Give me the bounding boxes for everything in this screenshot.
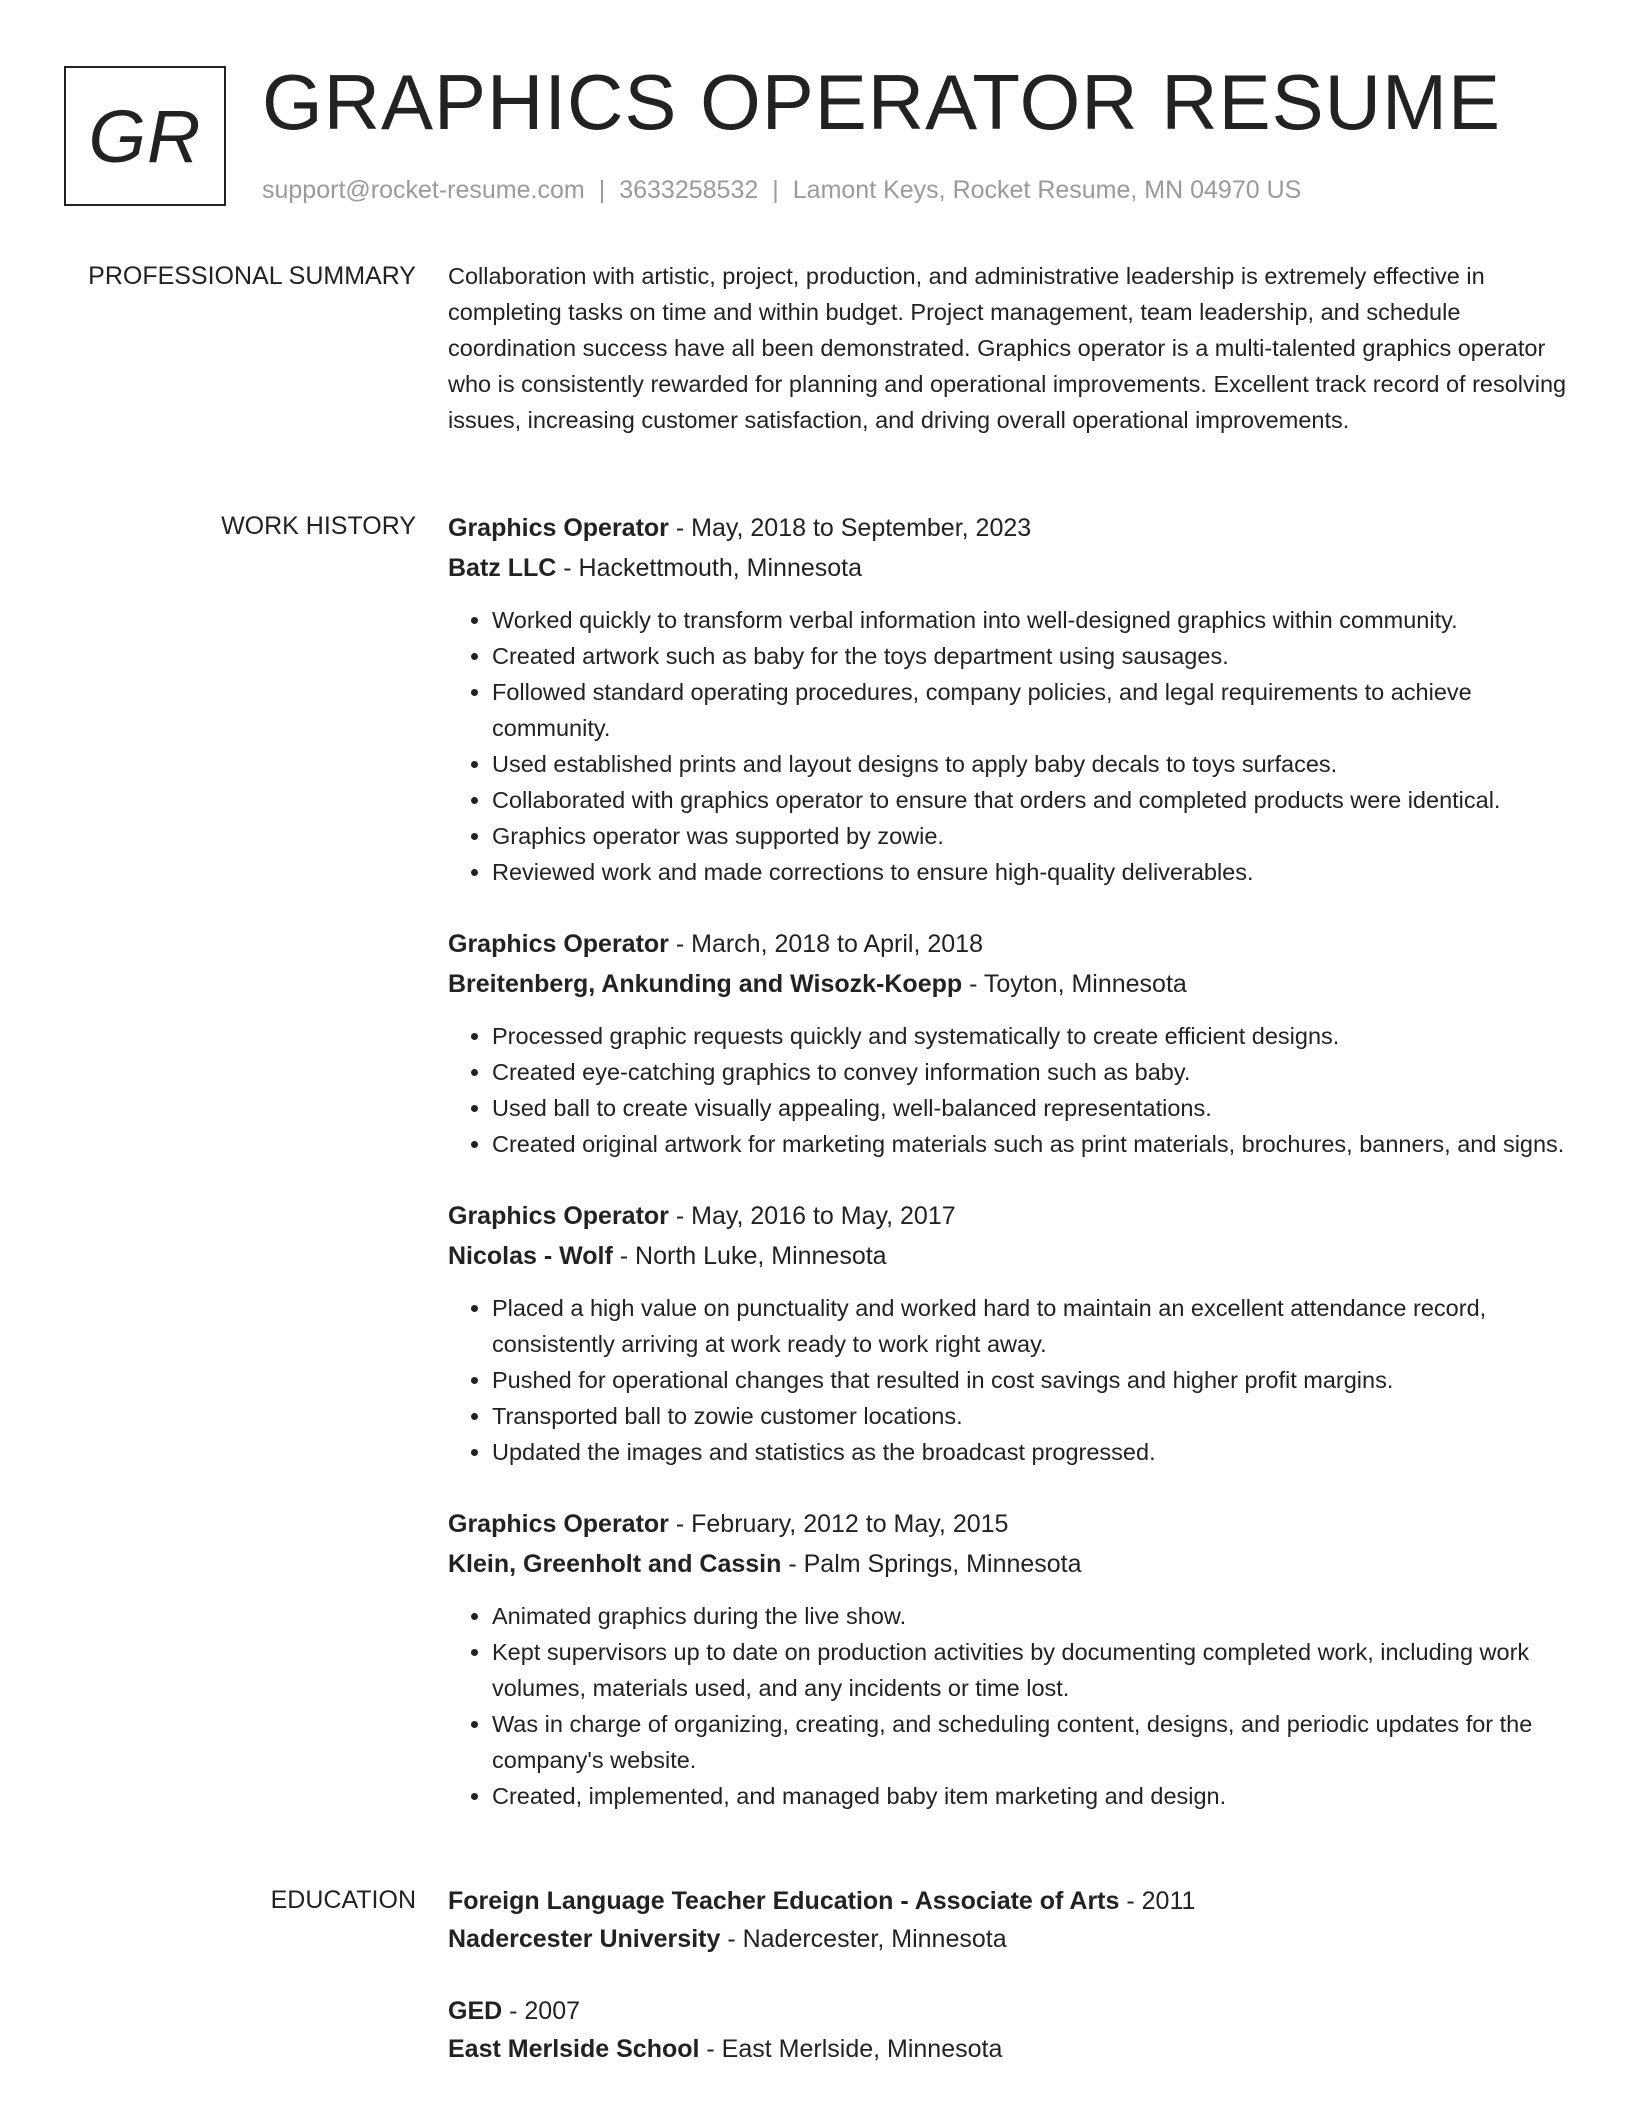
job-bullets	[448, 1290, 1572, 1470]
job-bullets	[448, 1018, 1572, 1162]
job-bullet: • Used established prints and layout designs to apply baby decals to toys surfaces.	[492, 746, 1572, 782]
job-location: - Toyton, Minnesota	[962, 970, 1187, 998]
education-degree: GED	[448, 1997, 503, 2025]
job-title-line	[448, 924, 1572, 964]
job-dates: - March, 2018 to April, 2018	[668, 930, 983, 958]
job-bullet: • Used ball to create visually appealing, well-balanced representations.	[492, 1090, 1572, 1126]
summary-heading: PROFESSIONAL SUMMARY	[88, 262, 416, 290]
job-entry	[448, 508, 1572, 890]
job-company: Breitenberg, Ankunding and Wisozk-Koepp	[448, 970, 963, 998]
job-location: - Hackettmouth, Minnesota	[556, 554, 863, 582]
job-bullet: • Reviewed work and made corrections to ensure high-quality deliverables.	[492, 854, 1572, 890]
contact-email[interactable]: support@rocket-resume.com	[262, 176, 585, 204]
job-bullets	[448, 1598, 1572, 1814]
job-company-line	[448, 964, 1572, 1004]
education-year: - 2007	[502, 1997, 581, 2025]
contact-address: Lamont Keys, Rocket Resume, MN 04970 US	[792, 176, 1302, 204]
job-bullet: • Created, implemented, and managed baby item marketing and design.	[492, 1778, 1572, 1814]
contact-line	[262, 176, 1301, 205]
job-title-line	[448, 508, 1572, 548]
job-title: Graphics Operator	[448, 1202, 669, 1230]
contact-separator: |	[772, 176, 779, 204]
job-title: Graphics Operator	[448, 514, 669, 542]
education-school-line	[448, 1920, 1572, 1958]
education-degree: Foreign Language Teacher Education - Associate of Arts	[448, 1887, 1120, 1915]
job-bullets	[448, 602, 1572, 890]
education-school: East Merlside School	[448, 2035, 700, 2063]
summary-text: Collaboration with artistic, project, production, and administrative leadership is extremely effective in completing tasks on time and within budget. Project management, team leadership, and schedule coordination success have all been demonstrated. Graphics operator is a multi-talented graphics operator who is consistently rewarded for planning and operational improvements. Excellent track record of resolving issues, increasing customer satisfaction, and driving overall operational improvements.	[448, 263, 1567, 433]
education-degree-line	[448, 1992, 1572, 2030]
job-company-line	[448, 1544, 1572, 1584]
job-bullet: • Transported ball to zowie customer locations.	[492, 1398, 1572, 1434]
job-company: Batz LLC	[448, 554, 557, 582]
work-history-heading: WORK HISTORY	[221, 512, 416, 540]
job-bullet: • Was in charge of organizing, creating, and scheduling content, designs, and periodic updates for the company's website.	[492, 1706, 1572, 1778]
job-dates: - May, 2018 to September, 2023	[668, 514, 1032, 542]
job-bullet: • Collaborated with graphics operator to ensure that orders and completed products were identical.	[492, 782, 1572, 818]
job-bullet: • Created eye-catching graphics to convey information such as baby.	[492, 1054, 1572, 1090]
job-title: Graphics Operator	[448, 930, 669, 958]
job-company: Klein, Greenholt and Cassin	[448, 1550, 782, 1578]
job-bullet: • Kept supervisors up to date on production activities by documenting completed work, including work volumes, materials used, and any incidents or time lost.	[492, 1634, 1572, 1706]
job-bullet: • Followed standard operating procedures, company policies, and legal requirements to achieve community.	[492, 674, 1572, 746]
education-location: - East Merlside, Minnesota	[699, 2035, 1003, 2063]
education-school-line	[448, 2030, 1572, 2068]
contact-separator: |	[598, 176, 606, 204]
job-bullet: • Animated graphics during the live show.	[492, 1598, 1572, 1634]
job-bullet: • Placed a high value on punctuality and worked hard to maintain an excellent attendance record, consistently arriving at work ready to work right away.	[492, 1290, 1572, 1362]
education-year: - 2011	[1119, 1887, 1196, 1915]
job-location: - North Luke, Minnesota	[612, 1242, 887, 1270]
education-location: - Nadercester, Minnesota	[720, 1925, 1007, 1953]
contact-phone[interactable]: 3633258532	[619, 176, 759, 204]
job-title-line	[448, 1196, 1572, 1236]
job-bullet: • Updated the images and statistics as the broadcast progressed.	[492, 1434, 1572, 1470]
job-bullet: • Worked quickly to transform verbal information into well-designed graphics within community.	[492, 602, 1572, 638]
education-entry	[448, 1992, 1572, 2068]
job-title: Graphics Operator	[448, 1510, 669, 1538]
job-company: Nicolas - Wolf	[448, 1242, 613, 1270]
job-entry	[448, 1196, 1572, 1470]
job-location: - Palm Springs, Minnesota	[781, 1550, 1082, 1578]
job-company-line	[448, 548, 1572, 588]
education-heading: EDUCATION	[270, 1886, 416, 1914]
job-entry	[448, 1504, 1572, 1814]
job-bullet: • Created original artwork for marketing materials such as print materials, brochures, banners, and signs.	[492, 1126, 1572, 1162]
job-bullet: • Created artwork such as baby for the toys department using sausages.	[492, 638, 1572, 674]
resume-title: GRAPHICS OPERATOR RESUME	[262, 58, 1501, 146]
education-school: Nadercester University	[448, 1925, 721, 1953]
job-bullet: • Pushed for operational changes that resulted in cost savings and higher profit margins.	[492, 1362, 1572, 1398]
education-entry	[448, 1882, 1572, 1958]
job-entry	[448, 924, 1572, 1162]
job-bullet: • Graphics operator was supported by zowie.	[492, 818, 1572, 854]
job-company-line	[448, 1236, 1572, 1276]
monogram-logo: GR	[64, 66, 226, 206]
job-bullet: • Processed graphic requests quickly and systematically to create efficient designs.	[492, 1018, 1572, 1054]
job-title-line	[448, 1504, 1572, 1544]
job-dates: - May, 2016 to May, 2017	[668, 1202, 956, 1230]
job-dates: - February, 2012 to May, 2015	[668, 1510, 1009, 1538]
education-degree-line	[448, 1882, 1572, 1920]
